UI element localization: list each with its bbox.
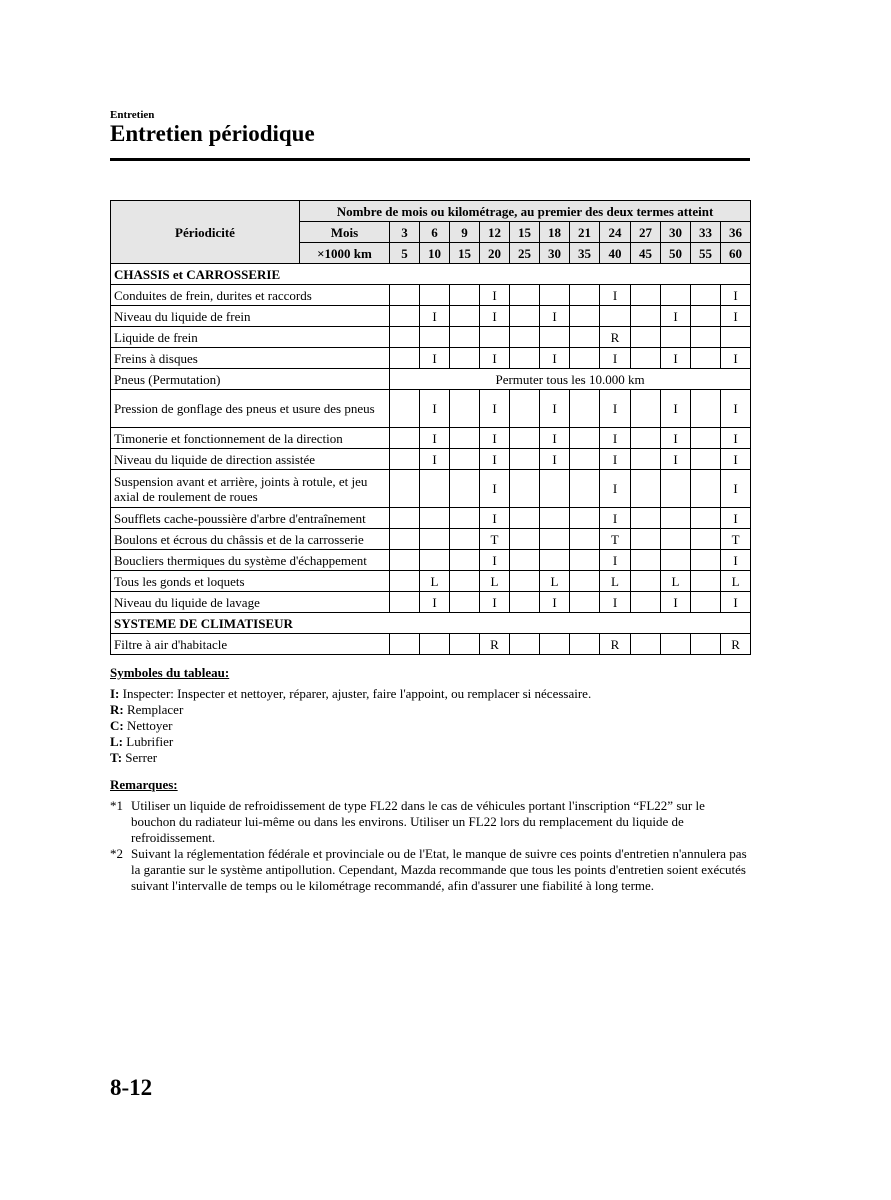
schedule-cell [631, 428, 661, 449]
schedule-cell [631, 571, 661, 592]
km-cell: 55 [691, 243, 721, 264]
schedule-cell [661, 508, 691, 529]
schedule-cell: I [420, 449, 450, 470]
schedule-cell: I [540, 428, 570, 449]
schedule-cell [631, 592, 661, 613]
category-row [111, 613, 751, 634]
table-row [111, 449, 751, 470]
symbol-key: L: [110, 734, 123, 749]
schedule-cell [631, 634, 661, 655]
schedule-cell [450, 529, 480, 550]
symbols-list [110, 686, 591, 766]
schedule-cell: I [480, 348, 510, 369]
mois-cell: 21 [570, 222, 600, 243]
schedule-cell: I [480, 306, 510, 327]
schedule-cell [510, 285, 540, 306]
schedule-cell: I [540, 306, 570, 327]
schedule-cell [631, 327, 661, 348]
mois-cell: 27 [631, 222, 661, 243]
schedule-cell: I [480, 390, 510, 428]
mois-cell: 24 [600, 222, 631, 243]
schedule-cell: L [480, 571, 510, 592]
schedule-cell [631, 508, 661, 529]
schedule-cell: I [480, 550, 510, 571]
schedule-cell [691, 550, 721, 571]
schedule-cell [510, 470, 540, 508]
schedule-cell: I [600, 592, 631, 613]
schedule-cell [510, 348, 540, 369]
schedule-cell [390, 634, 420, 655]
symbol-item [110, 718, 591, 734]
schedule-cell: I [600, 428, 631, 449]
schedule-cell [450, 348, 480, 369]
schedule-cell: I [540, 449, 570, 470]
symbol-item [110, 750, 591, 766]
schedule-cell: I [420, 592, 450, 613]
schedule-cell [570, 529, 600, 550]
row-label: Soufflets cache-poussière d'arbre d'entraînement [111, 508, 390, 529]
schedule-cell [540, 529, 570, 550]
km-cell: 15 [450, 243, 480, 264]
schedule-cell [390, 285, 420, 306]
schedule-cell [691, 508, 721, 529]
schedule-cell: L [600, 571, 631, 592]
schedule-cell: I [721, 449, 751, 470]
schedule-cell [390, 550, 420, 571]
schedule-cell: I [600, 348, 631, 369]
table-row [111, 508, 751, 529]
category-row [111, 264, 751, 285]
schedule-cell [691, 428, 721, 449]
schedule-cell: T [480, 529, 510, 550]
schedule-cell: I [600, 285, 631, 306]
km-cell: 50 [661, 243, 691, 264]
schedule-cell [450, 327, 480, 348]
row-label: Pneus (Permutation) [111, 369, 390, 390]
table-row [111, 369, 751, 390]
schedule-cell [570, 449, 600, 470]
table-row [111, 348, 751, 369]
schedule-cell: I [661, 592, 691, 613]
schedule-cell [390, 592, 420, 613]
table-row [111, 428, 751, 449]
row-label: Freins à disques [111, 348, 390, 369]
row-label: Boulons et écrous du châssis et de la carrosserie [111, 529, 390, 550]
row-label: Liquide de frein [111, 327, 390, 348]
span-header: Nombre de mois ou kilométrage, au premier des deux termes atteint [300, 201, 751, 222]
schedule-cell [450, 306, 480, 327]
schedule-cell: I [721, 508, 751, 529]
km-cell: 20 [480, 243, 510, 264]
table-row [111, 571, 751, 592]
remarks-list [110, 798, 750, 894]
schedule-cell [661, 327, 691, 348]
schedule-cell [661, 285, 691, 306]
schedule-cell [390, 508, 420, 529]
row-label: Niveau du liquide de direction assistée [111, 449, 390, 470]
symbols-title: Symboles du tableau: [110, 665, 230, 680]
mois-label: Mois [300, 222, 390, 243]
row-label: Conduites de frein, durites et raccords [111, 285, 390, 306]
km-cell: 60 [721, 243, 751, 264]
schedule-cell [510, 634, 540, 655]
row-label: Timonerie et fonctionnement de la direction [111, 428, 390, 449]
km-cell: 35 [570, 243, 600, 264]
schedule-cell [450, 508, 480, 529]
schedule-cell [661, 529, 691, 550]
schedule-cell [631, 306, 661, 327]
row-label: Suspension avant et arrière, joints à rotule, et jeu axial de roulement de roues [111, 470, 390, 508]
mois-cell: 30 [661, 222, 691, 243]
symbol-text: Nettoyer [126, 718, 173, 733]
schedule-cell [390, 470, 420, 508]
schedule-cell [510, 428, 540, 449]
schedule-cell [631, 550, 661, 571]
schedule-cell: I [540, 592, 570, 613]
schedule-cell [420, 634, 450, 655]
schedule-cell [450, 592, 480, 613]
remark-text: Utiliser un liquide de refroidissement de type FL22 dans le cas de véhicules portant l'inscription “FL22” sur le bouchon du radiateur lui-même ou dans les environs. Utiliser un FL22 lors du remplacement du liquide de refroidissement. [131, 798, 705, 845]
remark-number: *1 [110, 798, 123, 813]
schedule-cell [450, 428, 480, 449]
table-row [111, 592, 751, 613]
schedule-cell [661, 550, 691, 571]
schedule-cell: I [600, 470, 631, 508]
schedule-cell [450, 390, 480, 428]
schedule-cell [390, 306, 420, 327]
symbol-item [110, 686, 591, 702]
schedule-cell: I [480, 428, 510, 449]
schedule-cell [540, 470, 570, 508]
schedule-cell: I [420, 348, 450, 369]
schedule-cell [691, 449, 721, 470]
schedule-cell [510, 508, 540, 529]
schedule-cell [450, 285, 480, 306]
schedule-cell [540, 550, 570, 571]
km-cell: 25 [510, 243, 540, 264]
schedule-cell [570, 306, 600, 327]
schedule-cell [661, 470, 691, 508]
mois-cell: 6 [420, 222, 450, 243]
schedule-cell [540, 508, 570, 529]
schedule-cell: I [661, 390, 691, 428]
mois-cell: 12 [480, 222, 510, 243]
schedule-cell [691, 327, 721, 348]
schedule-cell: I [480, 508, 510, 529]
schedule-cell [570, 571, 600, 592]
remark-item [110, 798, 750, 846]
schedule-cell [510, 550, 540, 571]
schedule-cell [420, 327, 450, 348]
km-cell: 10 [420, 243, 450, 264]
schedule-cell: I [661, 428, 691, 449]
row-label: Tous les gonds et loquets [111, 571, 390, 592]
schedule-cell: I [721, 390, 751, 428]
category-label: CHASSIS et CARROSSERIE [111, 264, 751, 285]
schedule-cell [390, 529, 420, 550]
mois-cell: 18 [540, 222, 570, 243]
schedule-cell: I [721, 348, 751, 369]
schedule-cell [570, 470, 600, 508]
schedule-cell: R [480, 634, 510, 655]
schedule-cell: I [721, 285, 751, 306]
schedule-cell [691, 634, 721, 655]
mois-cell: 33 [691, 222, 721, 243]
symbol-key: T: [110, 750, 123, 765]
schedule-cell: L [661, 571, 691, 592]
schedule-cell: L [540, 571, 570, 592]
schedule-cell [450, 550, 480, 571]
schedule-cell [510, 390, 540, 428]
symbol-key: C: [110, 718, 124, 733]
schedule-cell [691, 285, 721, 306]
km-cell: 5 [390, 243, 420, 264]
schedule-cell [721, 327, 751, 348]
schedule-cell [570, 592, 600, 613]
schedule-cell [631, 390, 661, 428]
schedule-cell: I [480, 449, 510, 470]
schedule-cell [570, 285, 600, 306]
maintenance-schedule-table [110, 200, 751, 655]
schedule-cell [570, 327, 600, 348]
schedule-cell [450, 470, 480, 508]
symbol-key: I: [110, 686, 120, 701]
schedule-cell [691, 390, 721, 428]
schedule-cell [691, 592, 721, 613]
remark-item [110, 846, 750, 894]
table-row [111, 634, 751, 655]
schedule-cell: R [721, 634, 751, 655]
schedule-cell [510, 449, 540, 470]
schedule-cell: I [661, 306, 691, 327]
schedule-cell: I [721, 470, 751, 508]
row-label: Niveau du liquide de lavage [111, 592, 390, 613]
table-row [111, 327, 751, 348]
header-row-span [111, 201, 751, 222]
schedule-cell [600, 306, 631, 327]
section-label: Entretien [110, 109, 155, 121]
schedule-cell: I [540, 390, 570, 428]
schedule-cell [691, 306, 721, 327]
schedule-cell [570, 428, 600, 449]
schedule-cell: I [661, 348, 691, 369]
schedule-cell [570, 390, 600, 428]
schedule-cell [691, 571, 721, 592]
schedule-cell: I [420, 390, 450, 428]
schedule-cell: I [480, 285, 510, 306]
schedule-cell [570, 348, 600, 369]
km-label: ×1000 km [300, 243, 390, 264]
merged-cell: Permuter tous les 10.000 km [390, 369, 751, 390]
schedule-cell: R [600, 634, 631, 655]
table-row [111, 529, 751, 550]
schedule-cell [450, 571, 480, 592]
schedule-cell: I [480, 592, 510, 613]
table-row [111, 390, 751, 428]
mois-cell: 3 [390, 222, 420, 243]
schedule-cell [691, 470, 721, 508]
periodicite-header: Périodicité [111, 201, 300, 264]
schedule-cell: T [600, 529, 631, 550]
table-body [111, 201, 751, 655]
schedule-cell: I [600, 508, 631, 529]
schedule-cell [540, 634, 570, 655]
schedule-cell: I [721, 592, 751, 613]
schedule-cell [450, 449, 480, 470]
schedule-cell [510, 592, 540, 613]
symbol-item [110, 702, 591, 718]
symbol-item [110, 734, 591, 750]
schedule-cell [390, 428, 420, 449]
schedule-cell [390, 327, 420, 348]
mois-cell: 15 [510, 222, 540, 243]
schedule-cell [570, 634, 600, 655]
schedule-cell [631, 285, 661, 306]
schedule-cell [510, 529, 540, 550]
schedule-cell [420, 550, 450, 571]
page-title: Entretien périodique [110, 121, 315, 146]
schedule-cell [480, 327, 510, 348]
table-row [111, 550, 751, 571]
mois-cell: 36 [721, 222, 751, 243]
schedule-cell [691, 529, 721, 550]
schedule-cell [631, 348, 661, 369]
row-label: Niveau du liquide de frein [111, 306, 390, 327]
symbol-text: Serrer [125, 750, 158, 765]
row-label: Filtre à air d'habitacle [111, 634, 390, 655]
schedule-cell [510, 306, 540, 327]
symbol-text: Remplacer [126, 702, 184, 717]
category-label: SYSTEME DE CLIMATISEUR [111, 613, 751, 634]
schedule-cell: I [420, 306, 450, 327]
schedule-cell [510, 327, 540, 348]
remark-text: Suivant la réglementation fédérale et provinciale ou de l'Etat, le manque de suivre ces points d'entretien n'annulera pas la garantie sur le système antipollution. Cependant, Mazda recommande que tous les points d'entretien soient exécutés suivant l'intervalle de temps ou le kilométrage recommandé, afin d'assurer une fiabilité à long terme. [131, 846, 747, 893]
km-cell: 45 [631, 243, 661, 264]
schedule-cell [631, 529, 661, 550]
schedule-cell: R [600, 327, 631, 348]
schedule-cell: L [420, 571, 450, 592]
table-row [111, 470, 751, 508]
schedule-cell [570, 550, 600, 571]
schedule-cell [420, 285, 450, 306]
schedule-cell [450, 634, 480, 655]
schedule-cell: I [721, 428, 751, 449]
schedule-cell: T [721, 529, 751, 550]
schedule-cell [420, 470, 450, 508]
km-cell: 30 [540, 243, 570, 264]
schedule-cell [540, 327, 570, 348]
schedule-cell [390, 571, 420, 592]
symbol-text: Lubrifier [126, 734, 174, 749]
schedule-cell [390, 348, 420, 369]
schedule-cell: I [600, 550, 631, 571]
mois-cell: 9 [450, 222, 480, 243]
schedule-cell [420, 508, 450, 529]
title-rule [110, 158, 750, 161]
schedule-cell [510, 571, 540, 592]
schedule-cell: I [661, 449, 691, 470]
remarks-title: Remarques: [110, 777, 178, 792]
row-label: Pression de gonflage des pneus et usure des pneus [111, 390, 390, 428]
schedule-cell [540, 285, 570, 306]
schedule-cell [390, 449, 420, 470]
page-number: 8-12 [110, 1075, 153, 1100]
schedule-cell: I [721, 550, 751, 571]
schedule-cell: L [721, 571, 751, 592]
remark-number: *2 [110, 846, 123, 861]
schedule-cell [420, 529, 450, 550]
schedule-cell: I [420, 428, 450, 449]
table-row [111, 306, 751, 327]
symbol-key: R: [110, 702, 124, 717]
schedule-cell [390, 390, 420, 428]
schedule-cell: I [540, 348, 570, 369]
schedule-cell: I [600, 449, 631, 470]
km-cell: 40 [600, 243, 631, 264]
row-label: Boucliers thermiques du système d'échappement [111, 550, 390, 571]
schedule-cell: I [600, 390, 631, 428]
schedule-cell: I [721, 306, 751, 327]
symbol-text: Inspecter: Inspecter et nettoyer, réparer, ajuster, faire l'appoint, ou remplacer si nécessaire. [122, 686, 592, 701]
schedule-cell [691, 348, 721, 369]
schedule-cell: I [480, 470, 510, 508]
table-row [111, 285, 751, 306]
schedule-cell [661, 634, 691, 655]
schedule-cell [570, 508, 600, 529]
schedule-cell [631, 449, 661, 470]
schedule-cell [631, 470, 661, 508]
